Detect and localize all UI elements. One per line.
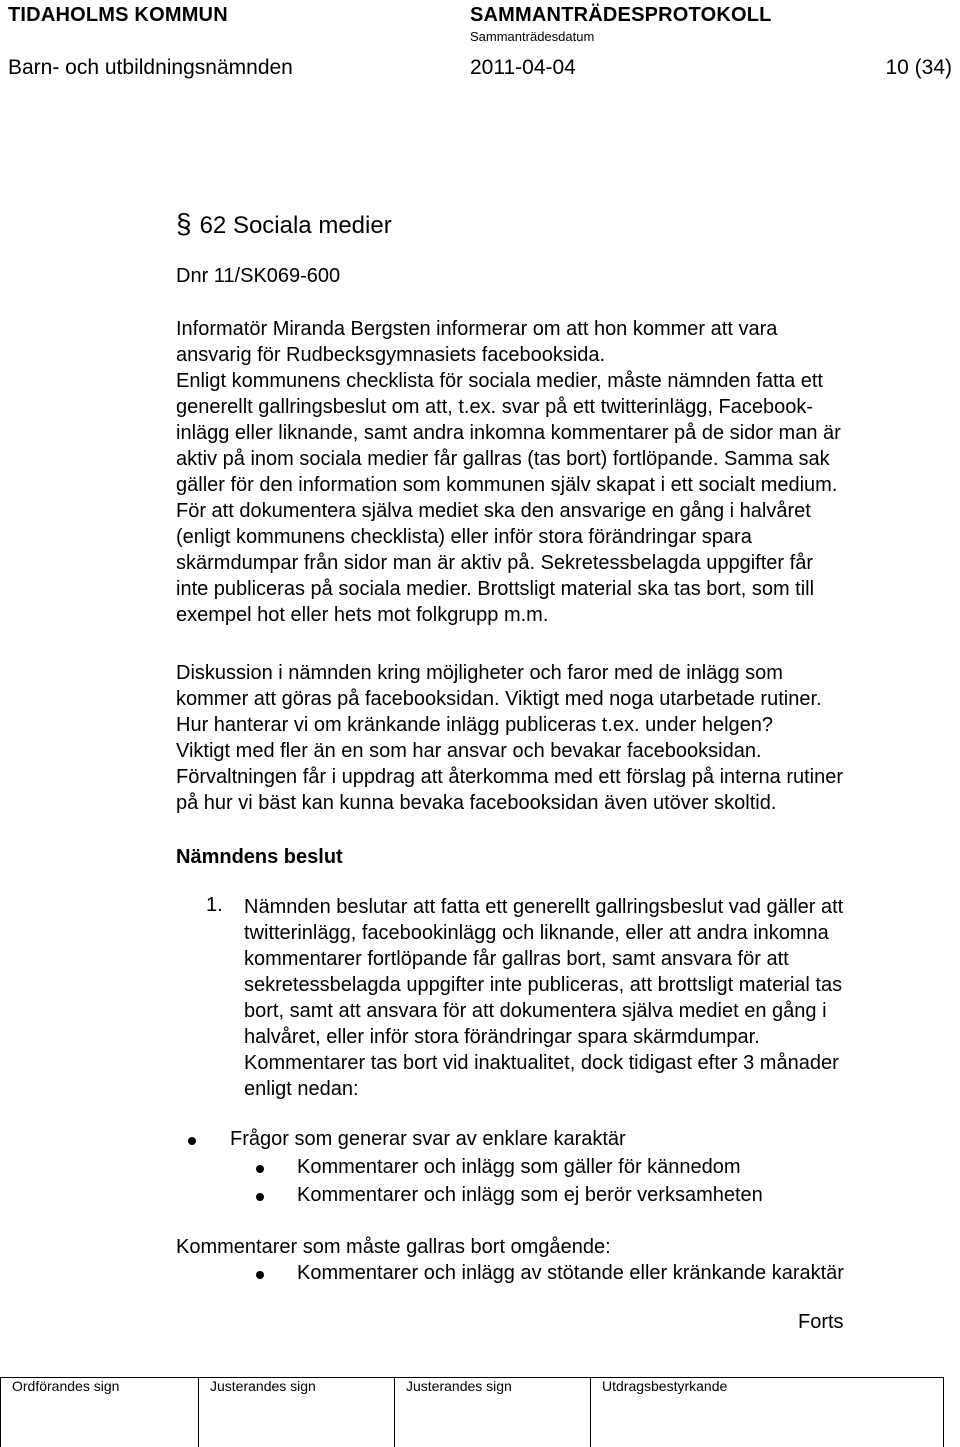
text-line: Hur hanterar vi om kränkande inlägg publiceras t.ex. under helgen? [176, 714, 774, 736]
footer-divider [943, 1378, 944, 1447]
text-line: halvåret, eller inför stora förändringar spara skärmdumpar. [244, 1026, 760, 1048]
section-title [176, 210, 392, 242]
text-line: Enligt kommunens checklista för sociala medier, måste nämnden fatta ett [176, 370, 823, 392]
bullet-item: Frågor som generar svar av enklare karaktär [230, 1128, 626, 1150]
diary-number: Dnr 11/SK069-600 [176, 265, 341, 287]
bullet-icon [256, 1165, 264, 1173]
paragraph-discussion [176, 660, 936, 816]
continued-label: Forts [798, 1311, 844, 1333]
text-line: sekretessbelagda uppgifter inte publiceras, att brottsligt material tas [244, 974, 843, 996]
text-line: Viktigt med fler än en som har ansvar och bevakar facebooksidan. [176, 740, 762, 762]
section-title-text: 62 Sociala medier [199, 212, 392, 239]
text-line: twitterinlägg, facebookinlägg och liknande, eller att andra inkomna [244, 922, 829, 944]
text-line: skärmdumpar från sidor man är aktiv på. Sekretessbelagda uppgifter får [176, 552, 813, 574]
text-line: generellt gallringsbeslut om att, t.ex. svar på ett twitterinlägg, Facebook- [176, 396, 813, 418]
text-line: bort, samt att ansvara för att dokumentera själva mediet en gång i [244, 1000, 827, 1022]
sub-bullet-item: Kommentarer och inlägg som gäller för kännedom [297, 1156, 741, 1178]
committee-name: Barn- och utbildningsnämnden [8, 56, 293, 79]
text-line: (enligt kommunens checklista) eller inför stora förändringar spara [176, 526, 752, 548]
text-line: på hur vi bäst kan kunna bevaka facebooksidan även utöver skoltid. [176, 792, 777, 814]
bullet-icon [256, 1271, 264, 1279]
chair-signature-label: Ordförandes sign [12, 1378, 120, 1394]
text-line: kommer att göras på facebooksidan. Viktigt med noga utarbetade rutiner. [176, 688, 822, 710]
paragraph-information [176, 316, 936, 628]
text-line: Nämnden beslutar att fatta ett generellt gallringsbeslut vad gäller att [244, 896, 844, 918]
sub-bullet-item: Kommentarer och inlägg som ej berör verksamheten [297, 1184, 763, 1206]
decision-number: 1. [206, 894, 223, 916]
footer-divider [394, 1378, 395, 1447]
immediate-removal-heading: Kommentarer som måste gallras bort omgående: [176, 1236, 611, 1258]
text-line: aktiv på inom sociala medier får gallras (tas bort) fortlöpande. Samma sak [176, 448, 830, 470]
paragraph-symbol: § [176, 208, 192, 239]
meeting-date: 2011-04-04 [470, 56, 576, 79]
text-line: Informatör Miranda Bergsten informerar om att hon kommer att vara [176, 318, 778, 340]
text-line: inlägg eller liknande, samt andra inkomna kommentarer på de sidor man är [176, 422, 841, 444]
text-line: enligt nedan: [244, 1078, 359, 1100]
text-line: ansvarig för Rudbecksgymnasiets facebooksida. [176, 344, 606, 366]
footer-divider [0, 1378, 1, 1447]
text-line: inte publiceras på sociala medier. Brottsligt material ska tas bort, som till [176, 578, 815, 600]
sub-bullet-item: Kommentarer och inlägg av stötande eller kränkande karaktär [297, 1262, 844, 1284]
decision-heading: Nämndens beslut [176, 846, 343, 868]
adjuster-signature-label: Justerandes sign [210, 1378, 316, 1394]
extract-certification-label: Utdragsbestyrkande [602, 1378, 728, 1394]
bullet-icon [188, 1137, 196, 1145]
footer-divider [590, 1378, 591, 1447]
text-line: För att dokumentera själva mediet ska den ansvarige en gång i halvåret [176, 500, 811, 522]
decision-text [244, 894, 944, 1102]
bullet-icon [256, 1193, 264, 1201]
organization-name: TIDAHOLMS KOMMUN [8, 4, 228, 26]
text-line: kommentarer fortlöpande får gallras bort, samt ansvara för att [244, 948, 789, 970]
text-line: exempel hot eller hets mot folkgrupp m.m. [176, 604, 549, 626]
date-caption: Sammanträdesdatum [470, 29, 595, 44]
text-line: Kommentarer tas bort vid inaktualitet, dock tidigast efter 3 månader [244, 1052, 839, 1074]
footer-divider [198, 1378, 199, 1447]
adjuster-signature-label: Justerandes sign [406, 1378, 512, 1394]
text-line: Förvaltningen får i uppdrag att återkomma med ett förslag på interna rutiner [176, 766, 844, 788]
document-type: SAMMANTRÄDESPROTOKOLL [470, 4, 772, 26]
text-line: Diskussion i nämnden kring möjligheter och faror med de inlägg som [176, 662, 783, 684]
page-number: 10 (34) [885, 56, 952, 79]
text-line: gäller för den information som kommunen själv skapat i ett socialt medium. [176, 474, 838, 496]
